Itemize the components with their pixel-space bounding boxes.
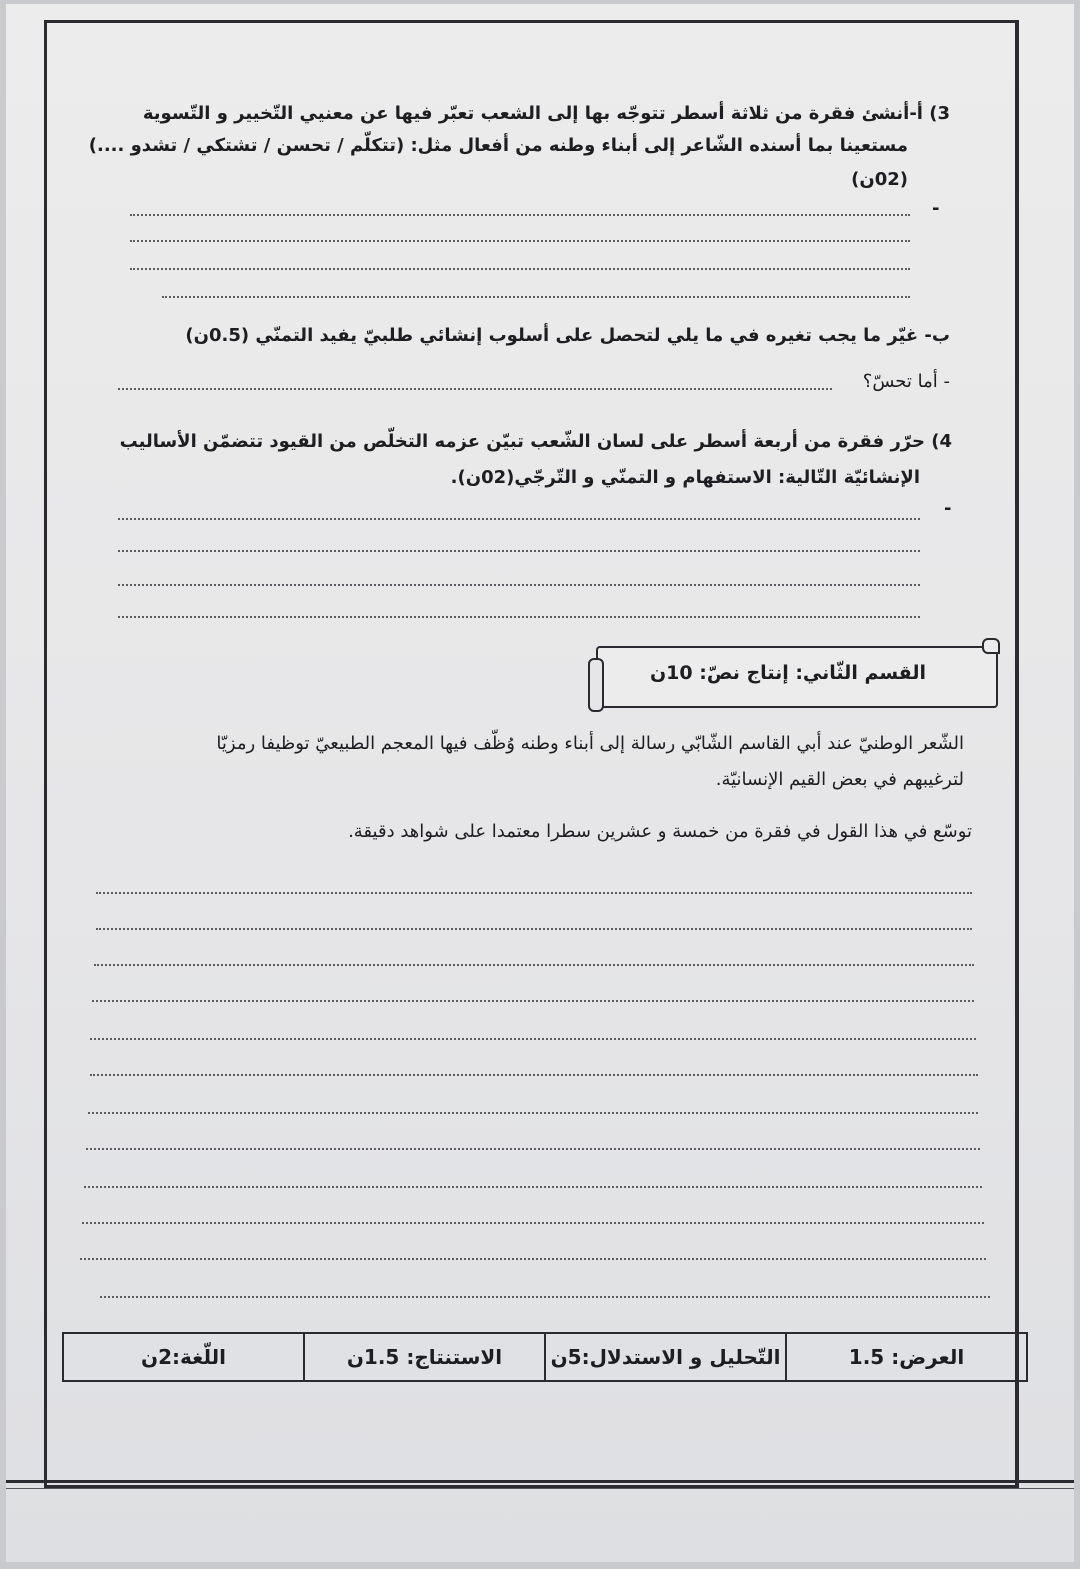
q3a-dash: - — [932, 198, 940, 219]
q3a-line1: 3) أ-أنشئ فقرة من ثلاثة أسطر تتوجّه بها إلى الشعب تعبّر فيها عن معنيي التّخيير و التّسوية — [142, 103, 950, 124]
answer-line — [118, 616, 920, 618]
rubric-language: اللّغة:2ن — [141, 1345, 226, 1369]
q4-line1: 4) حرّر فقرة من أربعة أسطر على لسان الشّعب تبيّن عزمه التخلّص من القيود تتضمّن الأساليب — [119, 431, 952, 452]
writing-line — [100, 1296, 990, 1298]
writing-line — [88, 1112, 978, 1114]
writing-line — [82, 1222, 984, 1224]
writing-line — [94, 964, 974, 966]
section2-instruction: توسّع في هذا القول في فقرة من خمسة و عشرين سطرا معتمدا على شواهد دقيقة. — [348, 821, 972, 842]
answer-line — [130, 268, 910, 270]
q3b-prompt: ب- غيّر ما يجب تغيره في ما يلي لتحصل على أسلوب إنشائي طلبيّ يفيد التمنّي (0.5ن) — [185, 325, 950, 346]
writing-line — [96, 928, 972, 930]
writing-line — [90, 1074, 978, 1076]
q3b-item: - أما تحسّ؟ — [862, 371, 950, 392]
q3a-points: (02ن) — [851, 169, 908, 190]
section2-statement-line1: الشّعر الوطنيّ عند أبي القاسم الشّابّي رسالة إلى أبناء وطنه وُظّف فيها المعجم الطبيعيّ توظيفا رمزيّا — [216, 733, 964, 754]
rubric-conclusion: الاستنتاج: 1.5ن — [303, 1334, 544, 1380]
rubric-analysis: التّحليل و الاستدلال:5ن — [544, 1334, 785, 1380]
q3a-line2: مستعينا بما أسنده الشّاعر إلى أبناء وطنه من أفعال مثل: (تتكلّم / تحسن / تشتكي / تشدو ....) — [88, 135, 908, 156]
writing-line — [96, 892, 972, 894]
page-bottom-border — [6, 1480, 1074, 1483]
grading-rubric-table — [62, 1332, 1028, 1382]
answer-line — [118, 550, 920, 552]
q4-line2: الإنشائيّة التّالية: الاستفهام و التمنّي و التّرجّي(02ن). — [450, 467, 920, 488]
writing-line — [80, 1258, 986, 1260]
page-bottom-border-thin — [6, 1488, 1074, 1489]
writing-line — [90, 1038, 976, 1040]
answer-line — [118, 584, 920, 586]
answer-line — [130, 214, 910, 216]
rubric-presentation: العرض: 1.5 — [785, 1334, 1026, 1380]
section2-statement-line2: لترغيبهم في بعض القيم الإنسانيّة. — [715, 769, 964, 790]
section2-title: القسم الثّاني: إنتاج نصّ: 10ن — [649, 662, 926, 684]
writing-line — [84, 1186, 982, 1188]
answer-line — [130, 240, 910, 242]
writing-line — [92, 1000, 974, 1002]
answer-line — [118, 518, 920, 520]
q4-dash: - — [944, 498, 952, 519]
answer-line — [162, 296, 910, 298]
answer-line — [118, 388, 832, 390]
section-title-scroll — [596, 646, 998, 708]
writing-line — [86, 1148, 980, 1150]
